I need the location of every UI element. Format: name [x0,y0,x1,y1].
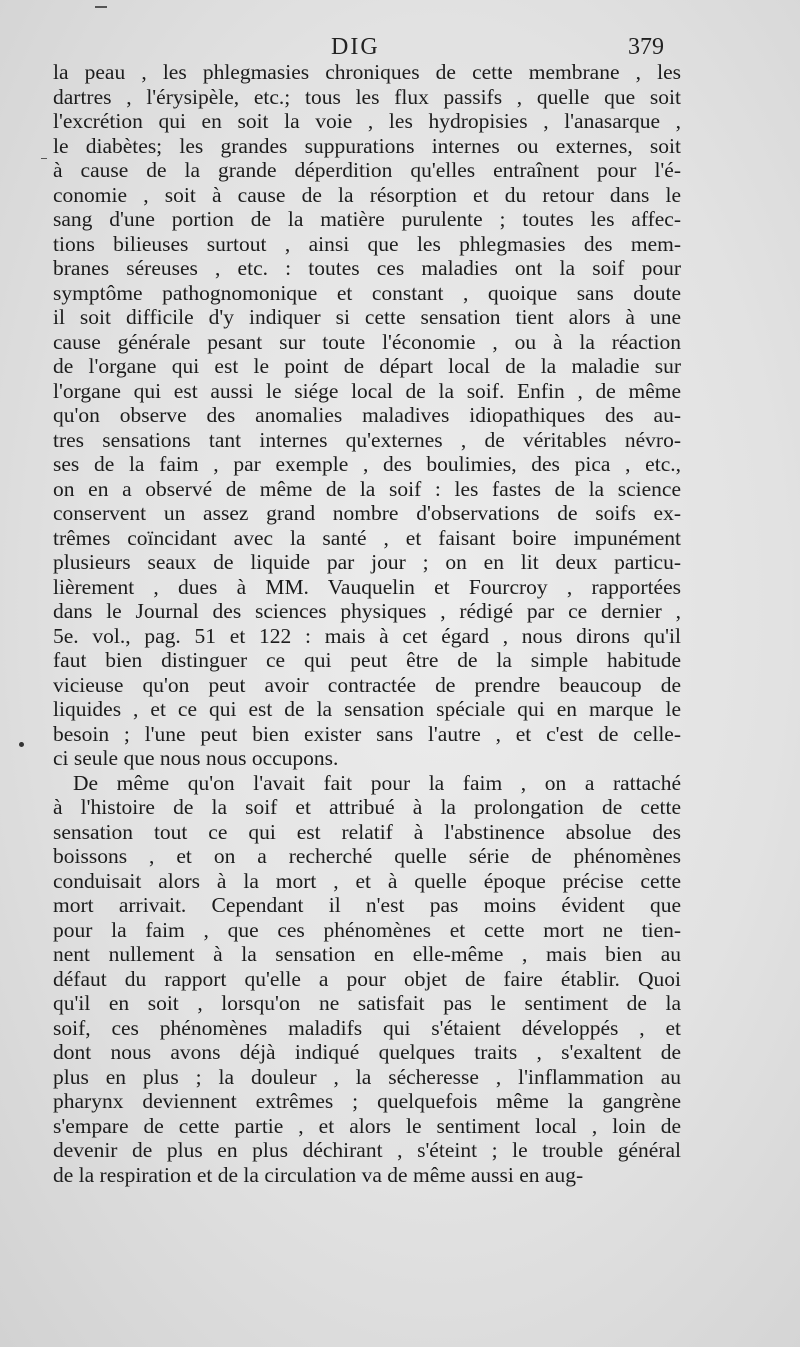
text-line: boissons , et on a recherché quelle série de phénomènes [53,844,681,868]
text-line: ses de la faim , par exemple , des boulimies, des pica , etc., [53,452,681,476]
text-line: plusieurs seaux de liquide par jour ; on en lit deux particu- [53,550,681,574]
text-line: défaut du rapport qu'elle a pour objet de faire établir. Quoi [53,966,681,991]
text-line: on en a observé de même de la soif : les fastes de la science [53,476,681,501]
text-line: pharynx deviennent extrêmes ; quelquefois même la gangrène [53,1089,681,1113]
text-line: qu'il en soit , lorsqu'on ne satisfait pas le sentiment de la [53,991,681,1015]
text-line: vicieuse qu'on peut avoir contractée de prendre beaucoup de [53,672,681,697]
page-number: 379 [628,34,664,60]
text-line: la peau , les phlegmasies chroniques de cette membrane , les [53,60,681,84]
text-line: De même qu'on l'avait fait pour la faim , on a rattaché [73,770,681,795]
text-line: dartres , l'érysipèle, etc.; tous les flux passifs , quelle que soit [53,84,681,109]
text-line: lièrement , dues à MM. Vauquelin et Fourcroy , rapportées [53,574,681,599]
text-line: nent nullement à la sensation en elle-même , mais bien au [53,942,681,966]
text-line: qu'on observe des anomalies maladives idiopathiques des au- [53,403,681,427]
text-line: ci seule que nous nous occupons. [53,746,339,770]
text-line: conduisait alors à la mort , et à quelle époque précise cette [53,868,681,893]
text-line: le diabètes; les grandes suppurations internes ou externes, soit [53,133,681,158]
text-line: tres sensations tant internes qu'externes , de véritables névro- [53,427,681,452]
text-line: besoin ; l'une peut bien exister sans l'autre , et c'est de celle- [53,721,681,746]
text-line: dont nous avons déjà indiqué quelques traits , s'exaltent de [53,1040,681,1064]
text-line: soif, ces phénomènes maladifs qui s'étaient développés , et [53,1015,681,1040]
body-text [53,60,681,1187]
margin-tick-mark [41,158,47,159]
text-line: symptôme pathognomonique et constant , quoique sans doute [53,280,681,305]
top-tick-mark [95,6,107,8]
text-line: sensation tout ce qui est relatif à l'abstinence absolue des [53,819,681,844]
text-line: dans le Journal des sciences physiques , rédigé par ce dernier , [53,599,681,623]
text-line: trêmes coïncidant avec la santé , et faisant boire impunément [53,525,681,550]
text-line: liquides , et ce qui est de la sensation spéciale qui en marque le [53,697,681,721]
text-line: de la respiration et de la circulation va de même aussi en aug- [53,1162,584,1187]
text-line: faut bien distinguer ce qui peut être de la simple habitude [53,648,681,672]
paragraph [53,60,681,771]
text-line: 5e. vol., pag. 51 et 122 : mais à cet égard , nous dirons qu'il [53,623,681,648]
text-line: tions bilieuses surtout , ainsi que les phlegmasies des mem- [53,231,681,256]
text-line: à cause de la grande déperdition qu'elles entraînent pour l'é- [53,158,681,182]
text-line: cause générale pesant sur toute l'économie , ou à la réaction [53,329,681,354]
text-line: il soit difficile d'y indiquer si cette sensation tient alors à une [53,305,681,329]
text-line: branes séreuses , etc. : toutes ces maladies ont la soif pour [53,256,681,280]
text-line: mort arrivait. Cependant il n'est pas moins évident que [53,893,681,917]
margin-dot-mark [19,742,24,747]
text-line: devenir de plus en plus déchirant , s'éteint ; le trouble général [53,1138,681,1162]
text-line: plus en plus ; la douleur , la sécheresse , l'inflammation au [53,1064,681,1089]
text-line: s'empare de cette partie , et alors le sentiment local , loin de [53,1113,681,1138]
paragraph [53,771,681,1188]
text-line: sang d'une portion de la matière purulente ; toutes les affec- [53,207,681,231]
text-line: conservent un assez grand nombre d'observations de soifs ex- [53,501,681,525]
text-line: de l'organe qui est le point de départ local de la maladie sur [53,354,681,378]
text-line: l'excrétion qui en soit la voie , les hydropisies , l'anasarque , [53,109,681,133]
text-line: conomie , soit à cause de la résorption et du retour dans le [53,182,681,207]
text-line: l'organe qui est aussi le siége local de la soif. Enfin , de même [53,378,681,403]
text-line: pour la faim , que ces phénomènes et cette mort ne tien- [53,917,681,942]
text-line: à l'histoire de la soif et attribué à la prolongation de cette [53,795,681,819]
running-head: DIG [331,34,380,60]
